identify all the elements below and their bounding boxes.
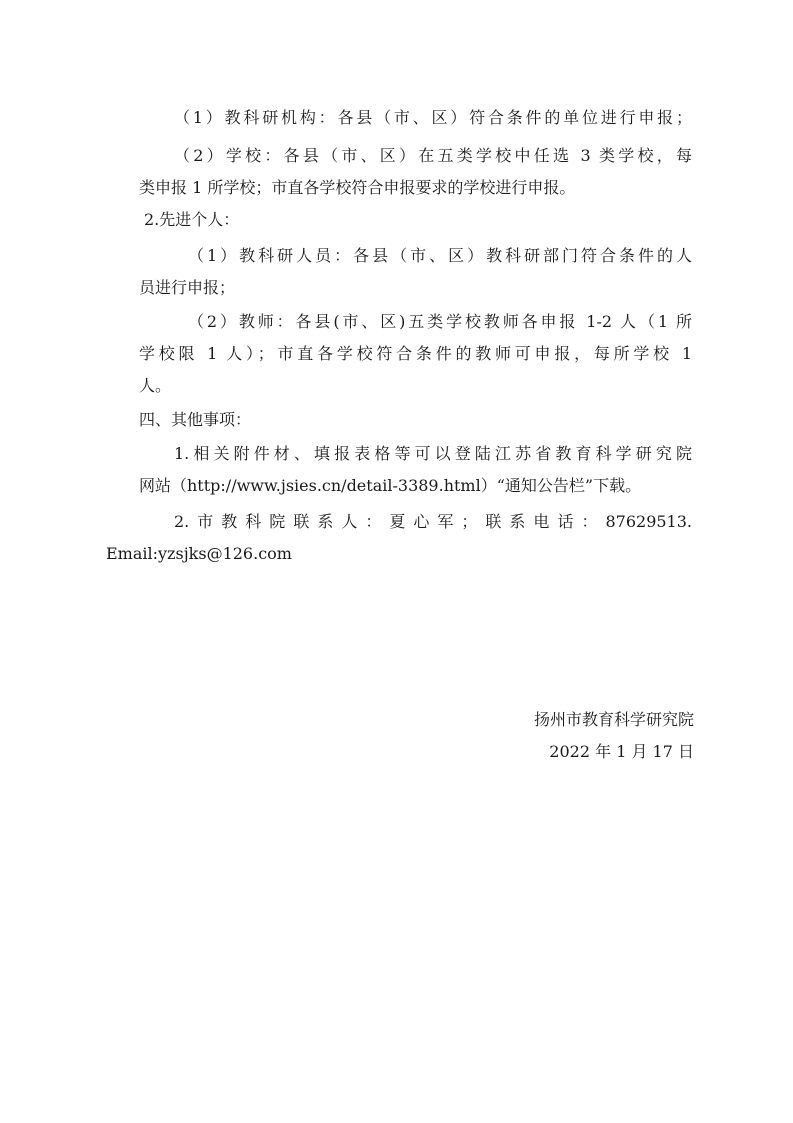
- item-researchers-line-1: （1）教科研人员：各县（市、区）教科研部门符合条件的人: [188, 246, 692, 265]
- item-teachers-line-2: 学校限 1 人）；市直各学校符合条件的教师可申报，每所学校 1: [139, 344, 692, 363]
- signature-organization: 扬州市教育科学研究院: [533, 710, 694, 729]
- item-attachments-line-1: 1.相关附件材、填报表格等可以登陆江苏省教育科学研究院: [174, 444, 692, 463]
- item-research-institution: （1）教科研机构：各县（市、区）符合条件的单位进行申报；: [174, 108, 692, 127]
- item-researchers-line-2: 员进行申报；: [139, 278, 236, 297]
- item-teachers-line-1: （2）教师：各县(市、区)五类学校教师各申报 1-2 人（1 所: [188, 312, 692, 331]
- item-school-line-2: 类申报 1 所学校；市直各学校符合申报要求的学校进行申报。: [139, 178, 576, 197]
- item-school-line-1: （2）学校：各县（市、区）在五类学校中任选 3 类学校，每: [174, 146, 692, 165]
- item-attachments-line-2: 网站（http://www.jsies.cn/detail-3389.html）“通知公告栏”下载。: [139, 476, 642, 495]
- signature-date: 2022 年 1 月 17 日: [549, 742, 694, 761]
- section-other-matters: 四、其他事项：: [139, 410, 252, 429]
- item-teachers-line-3: 人。: [139, 376, 172, 395]
- item-contact-line-1: 2.市教科院联系人：夏心军；联系电话：87629513.: [174, 512, 692, 531]
- item-contact-email: Email:yzsjks@126.com: [106, 544, 292, 563]
- section-advanced-individuals: 2.先进个人：: [144, 210, 240, 229]
